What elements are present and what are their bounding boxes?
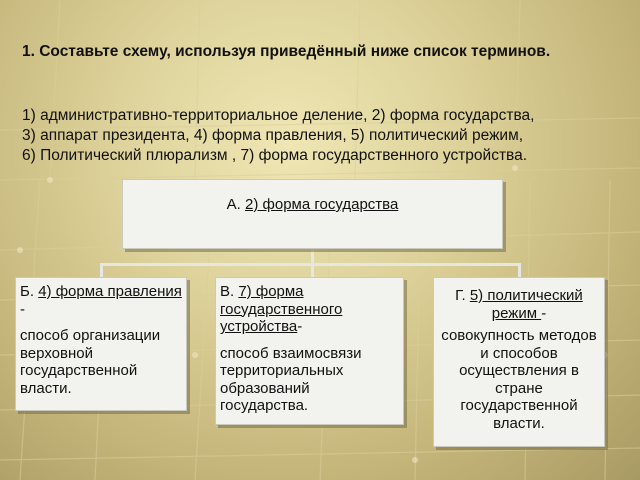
scheme-box-d <box>433 277 605 447</box>
connector-right <box>518 263 521 278</box>
task-heading: 1. Составьте схему, используя приведённый ниже список терминов. <box>22 43 551 60</box>
box-dash: - <box>297 318 303 335</box>
box-title <box>220 283 400 336</box>
box-term: 5) политический режим <box>469 287 583 322</box>
box-letter: А. <box>226 196 246 213</box>
box-term: 7) форма государственного устройства <box>220 283 343 335</box>
box-dash: - <box>541 304 547 322</box>
terms-line-2: 3) аппарат президента, 4) форма правления, 5) политический режим, <box>22 127 524 144</box>
scheme-box-c <box>215 277 404 425</box>
connector-horizontal <box>100 263 520 266</box>
terms-line-1: 1) административно-территориальное деление, 2) форма государства, <box>22 107 535 124</box>
box-description: совокупность методов и способов осуществления в стране государственной власти. <box>441 327 597 432</box>
terms-line-3: 6) Политический плюрализм , 7) форма государственного устройства. <box>22 147 528 164</box>
scheme-box-b <box>15 277 187 411</box>
box-title <box>20 283 183 318</box>
connector-middle <box>311 263 314 278</box>
box-description: способ организации верховной государственной власти. <box>20 327 161 397</box>
scheme-box-top <box>122 179 503 249</box>
box-letter: Г. <box>455 287 470 304</box>
box-letter: Б. <box>20 283 39 300</box>
box-description: способ взаимосвязи территориальных образований государства. <box>220 344 362 414</box>
terms-list <box>22 106 632 166</box>
box-title <box>438 287 600 322</box>
box-dash: - <box>20 300 25 318</box>
box-letter: В. <box>220 283 239 300</box>
connector-left <box>100 263 103 278</box>
box-term: 2) форма государства <box>245 196 399 213</box>
box-term: 4) форма правления <box>38 283 182 300</box>
